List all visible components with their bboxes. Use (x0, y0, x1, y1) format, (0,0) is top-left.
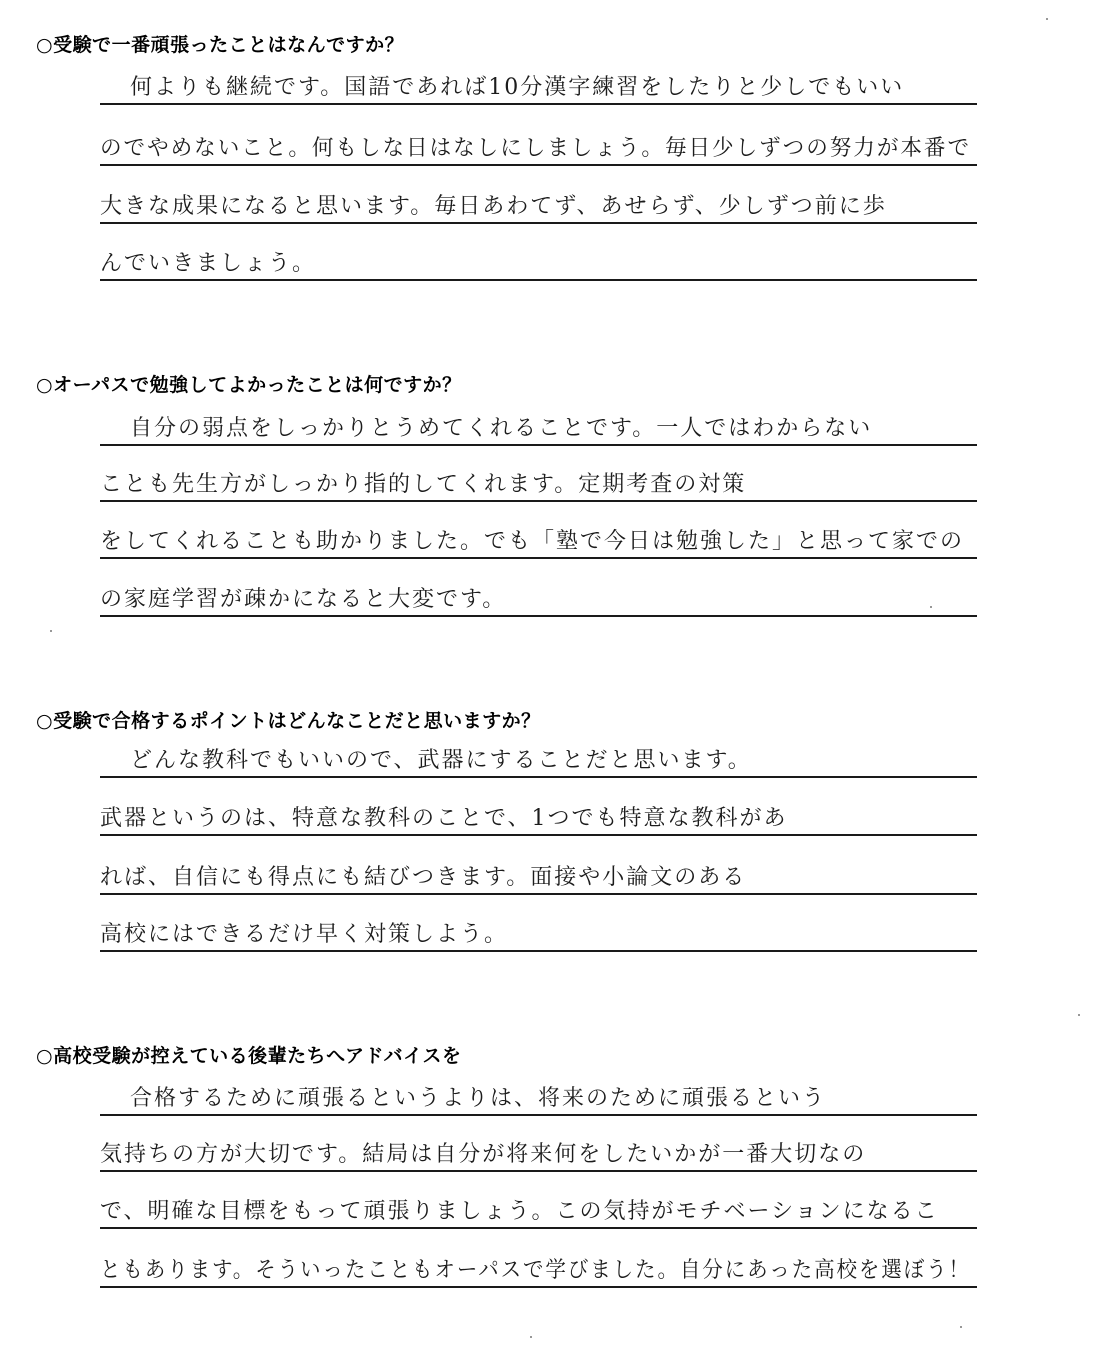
answer-text: れば、自信にも得点にも結びつきます。面接や小論文のある (100, 865, 747, 890)
answer-text: の家庭学習が疎かになると大変です。 (100, 587, 507, 612)
answer-text: をしてくれることも助かりました。でも「塾で今日は勉強した」と思って家での (100, 529, 965, 554)
answer-text: 大きな成果になると思います。毎日あわてず、あせらず、少しずつ前に歩 (100, 194, 887, 219)
answer-text: 高校にはできるだけ早く対策しよう。 (100, 922, 509, 947)
answer-text: 自分の弱点をしっかりとうめてくれることです。一人ではわからない (130, 416, 873, 441)
question-heading: ○オーパスで勉強してよかったことは何ですか？ (36, 374, 462, 396)
answer-text: で、明確な目標をもって頑張りましょう。この気持がモチベーションになるこ (100, 1199, 939, 1224)
answer-text: ともあります。そういったこともオーパスで学びました。自分にあった高校を選ぼう！ (100, 1258, 971, 1283)
answer-line (100, 77, 977, 105)
answer-text: 武器というのは、特意な教科のことで、1つでも特意な教科があ (100, 806, 788, 831)
answer-line (100, 474, 977, 502)
answer-line (100, 196, 977, 224)
answer-text: 合格するために頑張るというよりは、将来のために頑張るという (130, 1086, 827, 1111)
answer-line (100, 924, 977, 952)
answer-text: のでやめないこと。何もしな日はなしにしましょう。毎日少しずつの努力が本番で (100, 136, 972, 161)
answer-line (100, 867, 977, 895)
answer-text: 気持ちの方が大切です。結局は自分が将来何をしたいかが一番大切なの (100, 1142, 867, 1167)
scan-speck (960, 1326, 962, 1328)
answer-line (100, 253, 977, 281)
answer-text: 何よりも継続です。国語であれば10分漢字練習をしたりと少しでもいい (130, 75, 905, 100)
scan-speck (50, 630, 52, 632)
answer-line (100, 138, 977, 166)
question-heading: ○受験で一番頑張ったことはなんですか？ (36, 34, 405, 56)
answer-line (100, 1201, 977, 1229)
question-heading: ○高校受験が控えている後輩たちへアドバイスを (36, 1045, 462, 1067)
answer-line (100, 1088, 977, 1116)
answer-line (100, 808, 977, 836)
answer-line (100, 750, 977, 778)
answer-line (100, 1144, 977, 1172)
scan-speck (1078, 1014, 1080, 1016)
answer-text: ことも先生方がしっかり指的してくれます。定期考査の対策 (100, 472, 747, 497)
scan-speck (1046, 18, 1048, 20)
answer-line (100, 531, 977, 559)
answer-line (100, 418, 977, 446)
answer-text: んでいきましょう。 (100, 251, 317, 276)
scan-speck (930, 606, 932, 608)
answer-line (100, 1260, 977, 1288)
answer-text: どんな教科でもいいので、武器にすることだと思います。 (130, 748, 752, 773)
answer-line (100, 589, 977, 617)
scan-speck (530, 1336, 532, 1338)
question-heading: ○受験で合格するポイントはどんなことだと思いますか？ (36, 710, 541, 732)
